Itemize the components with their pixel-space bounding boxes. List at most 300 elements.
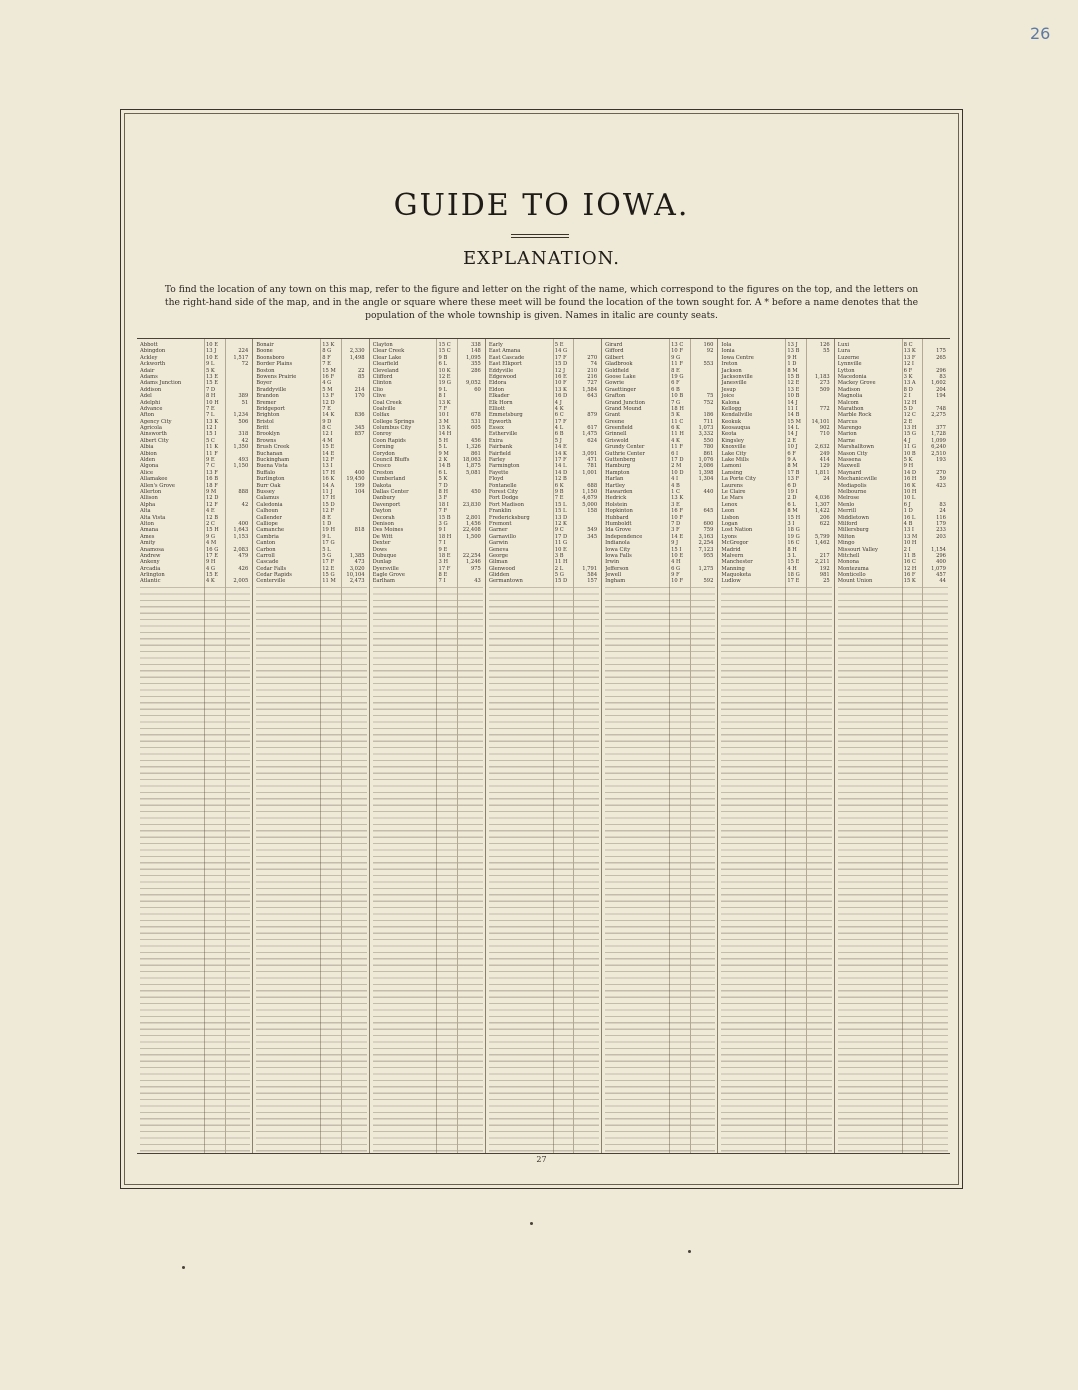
town-location: 15 L (554, 501, 567, 508)
town-name: Essex (488, 425, 504, 432)
town-location: 9 I (438, 527, 446, 534)
town-location: 17 F (554, 457, 567, 464)
town-population: 400 (354, 469, 365, 476)
town-location: 17 D (671, 457, 684, 464)
town-population: 605 (470, 425, 481, 432)
town-location: 5 G (322, 552, 332, 559)
town-population: 5,081 (465, 469, 481, 476)
town-location: 15 H (787, 514, 801, 521)
town-name: Farmington (488, 463, 520, 470)
town-name: Gowrie (605, 380, 625, 387)
town-location: 12 I (322, 431, 333, 438)
town-location: 14 B (787, 412, 800, 419)
town-population: 43 (474, 578, 481, 585)
town-location: 12 E (438, 373, 451, 380)
town-name: Boyer (256, 380, 272, 387)
town-population: 1,307 (814, 501, 830, 508)
town-entry (256, 578, 366, 584)
town-location: 6 B (671, 386, 680, 393)
town-name: Elkader (488, 393, 510, 400)
town-name: Colfax (372, 412, 390, 419)
town-population: 622 (819, 520, 830, 527)
town-location: 9 H (903, 463, 914, 470)
town-population: 2,086 (698, 463, 714, 470)
town-name: Marcus (837, 418, 858, 425)
town-location: 13 C (671, 342, 684, 348)
town-location: 2 E (787, 437, 797, 444)
town-population: 24 (939, 508, 946, 515)
town-location: 9 M (438, 450, 449, 457)
town-name: Hopkinton (605, 508, 633, 515)
town-location: 7 C (205, 463, 215, 470)
town-location: 4 J (903, 437, 911, 444)
town-population: 3,332 (698, 431, 714, 438)
town-location: 12 K (554, 520, 567, 527)
town-name: Iola (721, 342, 732, 348)
town-location: 6 F (787, 450, 796, 457)
town-name: East Amana (488, 348, 521, 355)
town-location: 12 J (554, 367, 566, 374)
town-location: 13 J (205, 348, 217, 355)
town-population: 857 (354, 431, 365, 438)
town-population: 1,875 (465, 463, 481, 470)
town-population: 678 (470, 412, 481, 419)
town-name: Corydon (372, 450, 395, 457)
town-location: 17 F (554, 418, 567, 425)
town-name: De Witt (372, 533, 393, 540)
town-population: 2,801 (465, 514, 481, 521)
town-population: 186 (703, 412, 714, 419)
town-location: 8 C (322, 425, 332, 432)
town-location: 11 B (903, 552, 916, 559)
town-location: 8 F (322, 354, 331, 361)
town-location: 18 I (438, 501, 449, 508)
town-location: 4 E (205, 508, 215, 515)
town-location: 15 C (438, 348, 451, 355)
town-location: 11 C (671, 418, 684, 425)
town-population: 22 (357, 367, 365, 374)
town-population: 1,079 (931, 565, 946, 572)
town-name: Cresco (372, 463, 391, 470)
town-location: 15 E (205, 572, 218, 579)
town-population: 781 (587, 463, 598, 470)
town-name: Alden (140, 457, 156, 464)
town-name: Grinnell (605, 431, 627, 438)
town-name: Ida Grove (605, 527, 631, 534)
town-population: 836 (354, 412, 365, 419)
town-location: 16 F (903, 572, 916, 579)
town-location: 14 K (554, 450, 567, 457)
town-location: 9 H (205, 559, 216, 566)
town-location: 15 I (205, 431, 217, 438)
town-location: 8 H (438, 488, 448, 495)
town-name: Hamburg (605, 463, 631, 470)
town-name: Albion (140, 450, 157, 457)
town-population: 1,385 (349, 552, 365, 559)
index-column (137, 339, 253, 1153)
town-population: 471 (587, 457, 598, 464)
town-location: 4 K (554, 405, 564, 412)
town-name: Coal Creek (372, 399, 402, 406)
town-location: 17 H (322, 495, 336, 502)
town-name: Gilbert (605, 354, 624, 361)
town-name: Alpha (140, 501, 156, 508)
town-location: 8 M (787, 508, 798, 515)
town-name: Bowens Prairie (256, 373, 297, 380)
town-population: 296 (936, 552, 946, 559)
illegible-entries (140, 585, 250, 1153)
town-name: Afton (140, 412, 155, 419)
town-location: 3 B (554, 552, 564, 559)
town-name: Guthrie Center (605, 450, 645, 457)
town-name: Irwin (605, 559, 620, 566)
town-name: Geneva (488, 546, 509, 553)
town-name: Manning (721, 565, 745, 572)
town-population: 377 (936, 425, 946, 432)
town-name: Cumberland (372, 476, 406, 483)
town-location: 6 G (671, 565, 681, 572)
town-name: Laurens (721, 482, 743, 489)
town-name: Janesville (721, 380, 747, 387)
town-name: Lenox (721, 501, 738, 508)
town-location: 16 K (322, 476, 335, 483)
town-name: Corning (372, 444, 394, 451)
town-location: 14 L (787, 425, 800, 432)
town-name: Cedar Falls (256, 565, 287, 572)
town-population: 83 (939, 501, 946, 508)
town-location: 14 D (903, 469, 917, 476)
town-name: Adair (140, 367, 155, 374)
town-population: 2,510 (931, 450, 946, 457)
town-location: 3 L (787, 552, 796, 559)
town-population: 296 (936, 367, 946, 374)
town-name: Amana (140, 527, 159, 534)
town-population: 210 (587, 367, 598, 374)
town-location: 5 L (438, 444, 447, 451)
town-population: 1,422 (814, 508, 830, 515)
town-population: 42 (241, 501, 249, 508)
town-location: 1 D (903, 508, 913, 515)
town-population: 217 (819, 552, 830, 559)
town-location: 8 E (671, 367, 680, 374)
town-location: 17 H (322, 469, 336, 476)
town-population: 318 (238, 431, 249, 438)
town-name: Maynard (837, 469, 862, 476)
town-location: 9 L (322, 533, 331, 540)
town-name: Graettinger (605, 386, 636, 393)
town-population: 160 (703, 342, 714, 348)
town-population: 5,799 (814, 533, 830, 540)
index-column (370, 339, 486, 1153)
town-population: 51 (241, 399, 249, 406)
town-name: Keosauqua (721, 425, 751, 432)
town-name: Council Bluffs (372, 457, 410, 464)
town-name: Fredericksburg (488, 514, 530, 521)
town-population: 1,326 (465, 444, 481, 451)
town-location: 4 M (205, 540, 217, 547)
town-location: 5 D (903, 405, 913, 412)
town-name: Mount Union (837, 578, 873, 585)
town-location: 5 L (322, 546, 331, 553)
town-population: 14,101 (811, 418, 830, 425)
town-name: Alta (140, 508, 151, 515)
town-location: 8 D (903, 386, 913, 393)
town-location: 4 M (322, 437, 333, 444)
town-name: Burlington (256, 476, 285, 483)
town-name: Columbus City (372, 425, 412, 432)
town-name: Bussey (256, 488, 275, 495)
town-name: Kingsley (721, 437, 744, 444)
town-name: Ireton (721, 361, 738, 368)
town-location: 13 D (554, 514, 568, 521)
town-location: 9 E (205, 457, 215, 464)
town-population: 2,473 (349, 578, 365, 585)
town-name: Griswold (605, 437, 629, 444)
town-population: 19,450 (346, 476, 365, 483)
town-population: 345 (354, 425, 365, 432)
town-location: 10 E (205, 354, 218, 361)
town-location: 5 C (205, 437, 215, 444)
town-population: 75 (706, 393, 714, 400)
town-population: 1,246 (465, 559, 481, 566)
town-name: Fort Dodge (488, 495, 519, 502)
town-population: 270 (936, 469, 946, 476)
town-population: 249 (819, 450, 830, 457)
town-name: Elliott (488, 405, 505, 412)
town-location: 18 H (438, 533, 452, 540)
town-location: 14 J (787, 399, 798, 406)
town-name: Luzerne (837, 354, 860, 361)
town-name: Allamakee (140, 476, 168, 483)
town-location: 18 G (787, 527, 800, 534)
town-location: 17 D (554, 533, 568, 540)
town-population: 879 (587, 412, 598, 419)
town-population: 204 (936, 386, 946, 393)
town-population: 355 (470, 361, 481, 368)
town-population: 22,408 (462, 527, 481, 534)
town-name: Carbon (256, 546, 276, 553)
town-location: 8 M (787, 367, 798, 374)
decorative-dot (182, 1266, 185, 1269)
town-entry (721, 578, 831, 584)
town-location: 5 M (322, 386, 333, 393)
town-population: 92 (706, 348, 714, 355)
town-location: 3 G (438, 520, 448, 527)
town-location: 13 K (438, 399, 451, 406)
town-location: 13 I (322, 463, 333, 470)
town-name: Melbourne (837, 488, 867, 495)
town-name: Adams Junction (140, 380, 182, 387)
town-location: 8 I (438, 393, 446, 400)
town-location: 12 B (205, 514, 219, 521)
town-population: 479 (238, 552, 249, 559)
town-name: Hartley (605, 482, 625, 489)
town-location: 16 G (205, 546, 219, 553)
town-population: 1,728 (931, 431, 946, 438)
town-name: Arcadia (140, 565, 161, 572)
town-name: Joice (721, 393, 735, 400)
town-location: 11 I (787, 405, 798, 412)
town-location: 7 G (671, 399, 681, 406)
town-population: 1,500 (465, 533, 481, 540)
town-population: 772 (819, 405, 830, 412)
town-population: 44 (939, 578, 946, 585)
town-name: Lake Mills (721, 457, 749, 464)
town-name: Allen's Grove (140, 482, 175, 489)
town-population: 506 (238, 418, 249, 425)
town-name: Monticello (837, 572, 866, 579)
town-population: 955 (703, 552, 714, 559)
town-population: 9,052 (465, 380, 481, 387)
town-location: 16 E (554, 373, 567, 380)
town-population: 1,517 (233, 354, 249, 361)
town-location: 8 M (787, 463, 798, 470)
town-name: Mechanicsville (837, 476, 877, 483)
town-population: 55 (823, 348, 830, 355)
town-name: Fairbank (488, 444, 513, 451)
town-name: Gladbrook (605, 361, 633, 368)
town-name: Ackworth (140, 361, 166, 368)
town-name: Cascade (256, 559, 279, 566)
town-population: 531 (470, 418, 481, 425)
town-location: 2 E (903, 418, 913, 425)
town-name: Burr Oak (256, 482, 281, 489)
town-population: 2,211 (814, 559, 830, 566)
town-name: Merrill (837, 508, 857, 515)
town-location: 15 H (205, 527, 219, 534)
town-name: Buckingham (256, 457, 290, 464)
town-location: 15 M (787, 418, 801, 425)
town-location: 15 L (554, 508, 567, 515)
town-name: Denison (372, 520, 394, 527)
town-population: 600 (703, 520, 714, 527)
town-location: 11 F (205, 450, 218, 457)
town-name: Clearfield (372, 361, 399, 368)
town-location: 17 E (787, 578, 800, 585)
town-name: Glenwood (488, 565, 516, 572)
town-name: Bremer (256, 399, 277, 406)
town-location: 5 K (671, 412, 680, 419)
town-name: Missouri Valley (837, 546, 878, 553)
town-population: 861 (703, 450, 714, 457)
town-name: Albia (140, 444, 154, 451)
town-location: 15 D (554, 361, 568, 368)
town-location: 10 B (787, 393, 800, 400)
town-population: 509 (819, 386, 830, 393)
town-population: 1,643 (233, 527, 249, 534)
town-location: 6 F (671, 380, 680, 387)
town-entry (605, 578, 715, 584)
town-name: Eldon (488, 386, 505, 393)
town-name: Anamosa (140, 546, 164, 553)
town-location: 11 G (554, 540, 568, 547)
guide-frame (120, 109, 963, 1189)
town-name: Fremont (488, 520, 512, 527)
town-population: 3,163 (698, 533, 714, 540)
town-name: Dubuque (372, 552, 397, 559)
town-location: 4 B (671, 482, 680, 489)
town-name: Iowa Falls (605, 552, 632, 559)
town-location: 1 D (322, 520, 332, 527)
town-name: Brandon (256, 393, 279, 400)
town-location: 4 B (903, 520, 913, 527)
town-population: 286 (470, 367, 481, 374)
town-location: 12 F (322, 508, 335, 515)
town-location: 9 L (438, 386, 447, 393)
town-name: Macedonia (837, 373, 867, 380)
town-name: Caledonia (256, 501, 283, 508)
town-name: Forest City (488, 488, 518, 495)
town-location: 9 A (787, 457, 797, 464)
town-name: Floyd (488, 476, 504, 483)
town-name: Mason City (837, 450, 868, 457)
town-location: 19 H (322, 527, 336, 534)
town-location: 16 L (903, 514, 916, 521)
town-location: 12 I (903, 361, 914, 368)
town-population: 1,183 (814, 373, 830, 380)
town-name: Boone (256, 348, 273, 355)
town-name: Clifford (372, 373, 393, 380)
town-name: Greenfield (605, 425, 633, 432)
town-name: Albert City (140, 437, 169, 444)
town-name: Lytton (837, 367, 855, 374)
town-name: McGregor (721, 540, 749, 547)
town-location: 6 I (671, 450, 679, 457)
town-location: 6 L (438, 361, 447, 368)
town-location: 19 I (787, 488, 798, 495)
town-location: 5 K (205, 367, 215, 374)
town-population: 25 (823, 578, 830, 585)
town-location: 13 F (205, 469, 218, 476)
town-name: Grundy Center (605, 444, 645, 451)
town-population: 22,254 (462, 552, 481, 559)
town-location: 6 B (554, 431, 564, 438)
town-entry (838, 578, 948, 584)
town-location: 14 H (438, 431, 452, 438)
town-location: 8 H (205, 393, 216, 400)
town-name: Girard (605, 342, 623, 348)
town-population: 981 (819, 572, 830, 579)
town-population: 1,073 (698, 425, 714, 432)
town-location: 13 I (903, 527, 914, 534)
town-name: Dexter (372, 540, 391, 547)
town-location: 9 B (554, 488, 564, 495)
town-location: 16 C (787, 540, 800, 547)
town-location: 17 B (787, 469, 800, 476)
town-population: 902 (819, 425, 830, 432)
town-name: Exira (488, 437, 503, 444)
town-location: 3 H (438, 559, 448, 566)
town-location: 7 I (438, 540, 446, 547)
town-name: Mackey Grove (837, 380, 876, 387)
town-name: Buffalo (256, 469, 275, 476)
town-population: 2,005 (233, 578, 249, 585)
town-location: 10 H (903, 488, 917, 495)
town-name: Eagle Grove (372, 572, 405, 579)
town-name: Indianola (605, 540, 630, 547)
town-name: Des Moines (372, 527, 404, 534)
town-location: 6 D (787, 482, 797, 489)
town-name: Creston (372, 469, 394, 476)
town-population: 194 (936, 393, 946, 400)
town-population: 1,462 (814, 540, 830, 547)
town-location: 14 B (438, 463, 451, 470)
town-location: 12 D (205, 495, 219, 502)
town-location: 5 H (438, 437, 448, 444)
town-population: 72 (241, 361, 249, 368)
town-name: Ainsworth (140, 431, 167, 438)
town-name: Early (488, 342, 503, 348)
